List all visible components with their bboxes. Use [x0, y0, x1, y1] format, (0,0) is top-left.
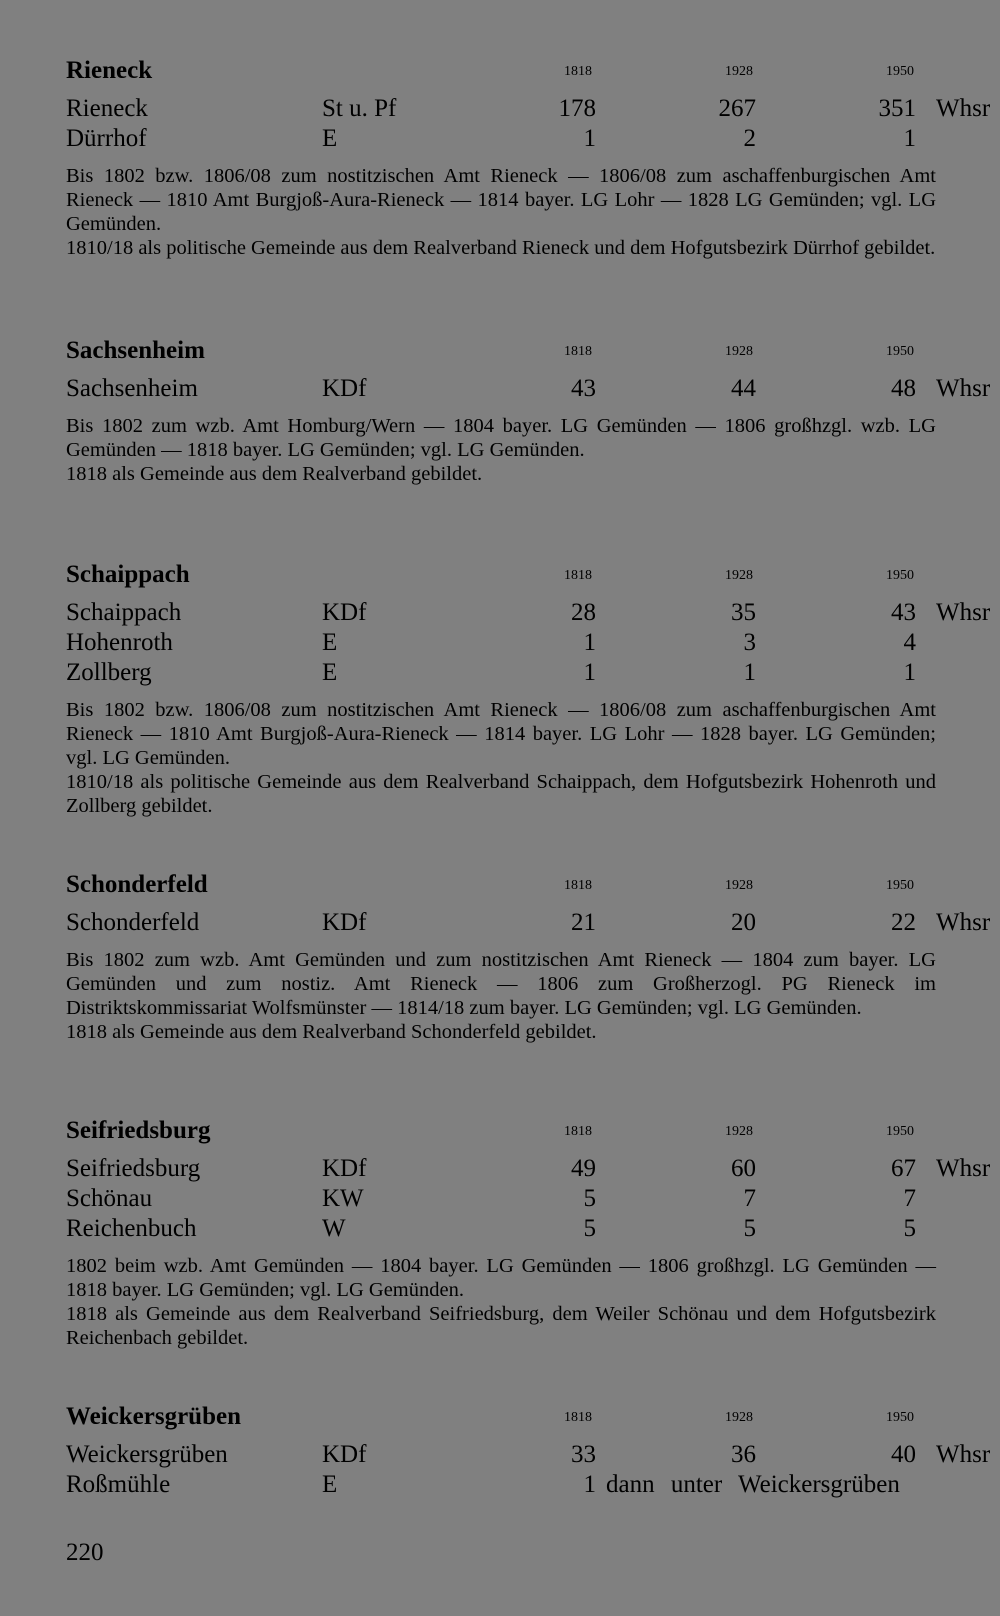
count-1928: 5: [743, 1215, 756, 1242]
year-1818: 1818: [564, 64, 592, 79]
locality-type: KDf: [322, 909, 367, 936]
unit-label: Whsr: [936, 375, 991, 402]
year-1928: 1928: [725, 64, 753, 79]
unit-label: Whsr: [936, 909, 991, 936]
locality-name: Schönau: [66, 1185, 153, 1212]
count-1928: 2: [743, 125, 756, 152]
year-1950: 1950: [886, 1410, 914, 1425]
count-1950: 48: [891, 375, 916, 402]
count-1818: 49: [571, 1155, 596, 1182]
year-1950: 1950: [886, 344, 914, 359]
entry-weickersgrueben: [66, 1402, 991, 1500]
count-1818: 1: [583, 1471, 596, 1498]
table-row: [66, 374, 991, 404]
year-1928: 1928: [725, 1410, 753, 1425]
note-paragraph: 1802 beim wzb. Amt Gemünden — 1804 bayer. LG Gemünden — 1806 großhzgl. LG Gemünden — 1818 bayer. LG Gemünden; vgl. LG Gemünden.: [66, 1255, 936, 1301]
locality-type: St u. Pf: [322, 95, 397, 122]
unit-label: Whsr: [936, 1155, 991, 1182]
merged-note: dann unter Weickersgrüben: [606, 1471, 900, 1498]
table-row: [66, 94, 991, 124]
year-1950: 1950: [886, 64, 914, 79]
count-1950: 67: [891, 1155, 916, 1182]
locality-type: E: [322, 1471, 338, 1498]
count-1818: 33: [571, 1441, 596, 1468]
unit-label: Whsr: [936, 1441, 991, 1468]
entry-header: [66, 870, 936, 904]
note-paragraph: Bis 1802 zum wzb. Amt Gemünden und zum nostitzischen Amt Rieneck — 1804 zum bayer. LG Gemünden und zum nostiz. Amt Rieneck — 1806 zum Großherzogl. PG Rieneck im Distriktskommissariat Wolfsmünster — 1814/18 zum bayer. LG Gemünden; vgl. LG Gemünden.: [66, 949, 936, 1019]
year-1950: 1950: [886, 568, 914, 583]
count-1928: 35: [731, 599, 756, 626]
locality-name: Schonderfeld: [66, 909, 200, 936]
count-1928: 36: [731, 1441, 756, 1468]
note-paragraph: Bis 1802 bzw. 1806/08 zum nostitzischen Amt Rieneck — 1806/08 zum aschaffenburgischen Amt Rieneck — 1810 Amt Burgjoß-Aura-Rieneck — 1814 bayer. LG Lohr — 1828 LG Gemünden; vgl. LG Gemünden.: [66, 165, 936, 235]
year-1818: 1818: [564, 568, 592, 583]
table-row: [66, 124, 936, 154]
locality-type: KDf: [322, 599, 367, 626]
history-notes: [66, 1254, 936, 1350]
place-title: Rieneck: [66, 57, 153, 84]
table-row: [66, 628, 936, 658]
locality-type: KDf: [322, 1155, 367, 1182]
locality-name: Sachsenheim: [66, 375, 198, 402]
history-notes: [66, 164, 936, 260]
locality-type: KDf: [322, 1441, 367, 1468]
year-1928: 1928: [725, 878, 753, 893]
unit-label: Whsr: [936, 95, 991, 122]
entry-seifriedsburg: [66, 1116, 991, 1350]
year-1928: 1928: [725, 344, 753, 359]
table-row: [66, 1470, 936, 1500]
locality-type: W: [322, 1215, 346, 1242]
year-1928: 1928: [725, 568, 753, 583]
count-1818: 1: [583, 659, 596, 686]
table-row: [66, 908, 991, 938]
count-1818: 21: [571, 909, 596, 936]
count-1950: 43: [891, 599, 916, 626]
place-title: Schonderfeld: [66, 871, 208, 898]
history-notes: [66, 948, 936, 1044]
table-row: [66, 598, 991, 628]
table-row: [66, 1214, 936, 1244]
entry-header: [66, 1402, 936, 1436]
count-1818: 178: [558, 95, 596, 122]
population-table: [66, 598, 991, 688]
locality-name: Zollberg: [66, 659, 152, 686]
place-title: Sachsenheim: [66, 337, 205, 364]
locality-type: E: [322, 659, 338, 686]
count-1950: 5: [903, 1215, 916, 1242]
count-1950: 4: [903, 629, 916, 656]
count-1928: 7: [743, 1185, 756, 1212]
count-1818: 5: [583, 1185, 596, 1212]
count-1928: 1: [743, 659, 756, 686]
locality-name: Hohenroth: [66, 629, 173, 656]
count-1928: 267: [718, 95, 756, 122]
entry-header: [66, 1116, 936, 1150]
entry-header: [66, 560, 936, 594]
count-1928: 3: [743, 629, 756, 656]
count-1950: 7: [903, 1185, 916, 1212]
table-row: [66, 1184, 936, 1214]
locality-type: KDf: [322, 375, 367, 402]
locality-type: KW: [322, 1185, 364, 1212]
locality-name: Schaippach: [66, 599, 182, 626]
population-table: [66, 908, 991, 938]
page-number: 220: [66, 1539, 104, 1566]
count-1928: 44: [731, 375, 756, 402]
note-paragraph: 1810/18 als politische Gemeinde aus dem Realverband Rieneck und dem Hofgutsbezirk Dürrhof gebildet.: [66, 237, 936, 259]
count-1818: 1: [583, 629, 596, 656]
history-notes: [66, 414, 936, 486]
entry-schonderfeld: [66, 870, 991, 1044]
entry-header: [66, 336, 936, 370]
locality-name: Rieneck: [66, 95, 148, 122]
note-paragraph: 1818 als Gemeinde aus dem Realverband gebildet.: [66, 463, 483, 485]
count-1950: 1: [903, 659, 916, 686]
count-1950: 1: [903, 125, 916, 152]
note-paragraph: 1818 als Gemeinde aus dem Realverband Seifriedsburg, dem Weiler Schönau und dem Hofgutsbezirk Reichenbach gebildet.: [66, 1303, 936, 1349]
place-title: Schaippach: [66, 561, 190, 588]
unit-label: Whsr: [936, 599, 991, 626]
note-paragraph: 1810/18 als politische Gemeinde aus dem Realverband Schaippach, dem Hofgutsbezirk Hohenroth und Zollberg gebildet.: [66, 771, 936, 817]
count-1818: 43: [571, 375, 596, 402]
locality-name: Dürrhof: [66, 125, 147, 152]
note-paragraph: 1818 als Gemeinde aus dem Realverband Schonderfeld gebildet.: [66, 1021, 597, 1043]
place-title: Weickersgrüben: [66, 1403, 241, 1430]
entry-schaippach: [66, 560, 991, 818]
locality-type: E: [322, 629, 338, 656]
note-paragraph: Bis 1802 zum wzb. Amt Homburg/Wern — 1804 bayer. LG Gemünden — 1806 großhzgl. wzb. LG Gemünden — 1818 bayer. LG Gemünden; vgl. LG Gemünden.: [66, 415, 936, 461]
count-1928: 20: [731, 909, 756, 936]
year-1928: 1928: [725, 1124, 753, 1139]
locality-type: E: [322, 125, 338, 152]
count-1818: 28: [571, 599, 596, 626]
table-row: [66, 658, 936, 688]
population-table: [66, 1440, 991, 1500]
entry-sachsenheim: [66, 336, 991, 486]
year-1818: 1818: [564, 878, 592, 893]
count-1950: 351: [878, 95, 916, 122]
entry-header: [66, 56, 936, 90]
count-1928: 60: [731, 1155, 756, 1182]
history-notes: [66, 698, 936, 818]
table-row: [66, 1154, 991, 1184]
entry-rieneck: [66, 56, 991, 260]
count-1818: 1: [583, 125, 596, 152]
count-1818: 5: [583, 1215, 596, 1242]
locality-name: Weickersgrüben: [66, 1441, 228, 1468]
locality-name: Reichenbuch: [66, 1215, 197, 1242]
year-1818: 1818: [564, 1410, 592, 1425]
population-table: [66, 374, 991, 404]
year-1950: 1950: [886, 878, 914, 893]
year-1818: 1818: [564, 1124, 592, 1139]
population-table: [66, 1154, 991, 1244]
locality-name: Seifriedsburg: [66, 1155, 201, 1182]
year-1950: 1950: [886, 1124, 914, 1139]
count-1950: 22: [891, 909, 916, 936]
locality-name: Roßmühle: [66, 1471, 171, 1498]
population-table: [66, 94, 991, 154]
place-title: Seifriedsburg: [66, 1117, 211, 1144]
year-1818: 1818: [564, 344, 592, 359]
note-paragraph: Bis 1802 bzw. 1806/08 zum nostitzischen Amt Rieneck — 1806/08 zum aschaffenburgischen Amt Rieneck — 1810 Amt Burgjoß-Aura-Rieneck — 1814 bayer. LG Lohr — 1828 bayer. LG Gemünden; vgl. LG Gemünden.: [66, 699, 936, 769]
count-1950: 40: [891, 1441, 916, 1468]
table-row: [66, 1440, 991, 1470]
